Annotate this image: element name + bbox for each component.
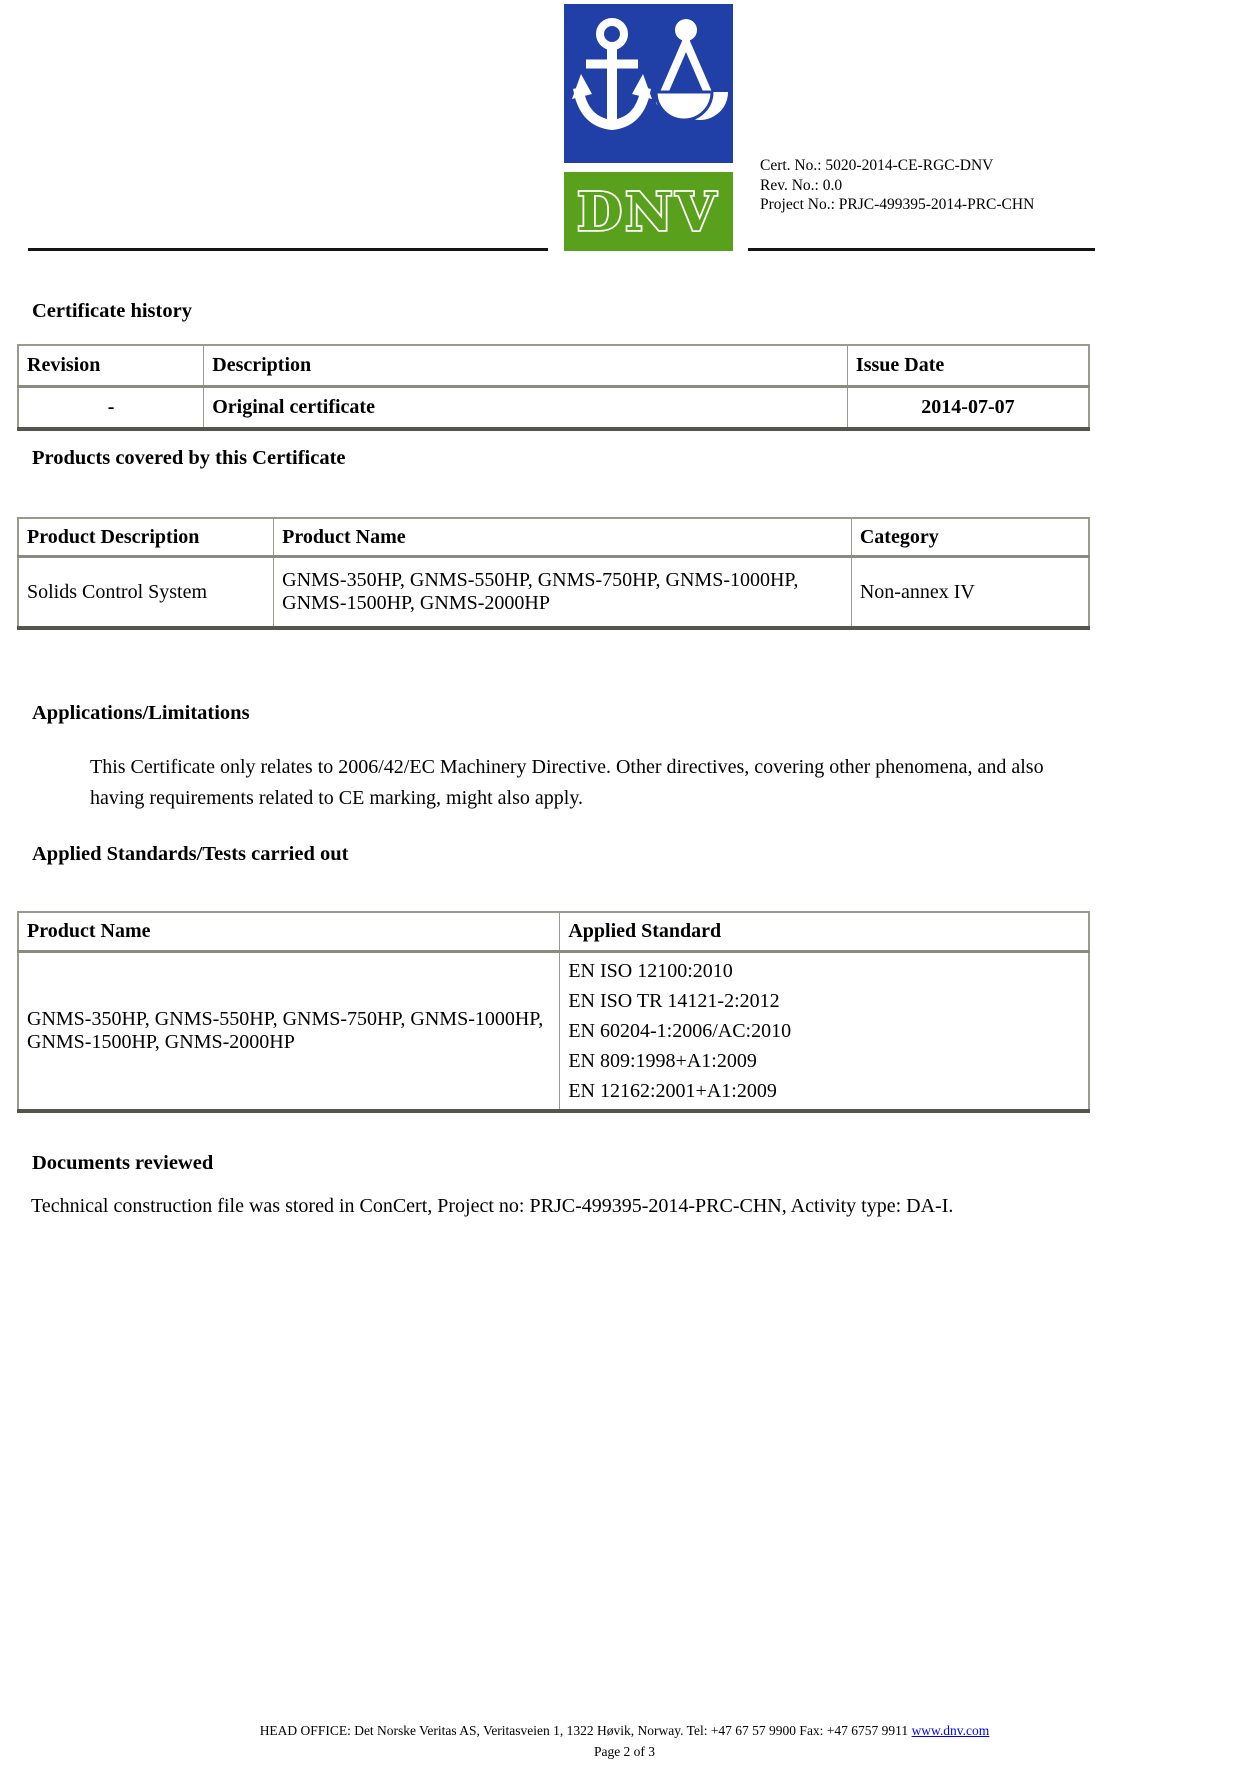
project-number: Project No.: PRJC-499395-2014-PRC-CHN <box>760 196 1035 213</box>
footer-office-text: HEAD OFFICE: Det Norske Veritas AS, Veritasveien 1, 1322 Høvik, Norway. Tel: +47 67 57 9900 Fax: +47 6757 9911 <box>259 1723 912 1738</box>
products-title: Products covered by this Certificate <box>32 447 346 469</box>
col-header-product-name: Product Name <box>274 518 852 557</box>
standard-item: EN ISO TR 14121-2:2012 <box>568 990 780 1012</box>
dnv-emblem-svg <box>564 4 733 163</box>
cell-category: Non-annex IV <box>851 557 1089 629</box>
dnv-wordmark-text: DNV <box>577 182 719 243</box>
cell-issue-date: 2014-07-07 <box>847 387 1089 430</box>
col-header-revision: Revision <box>18 345 204 387</box>
standard-item: EN ISO 12100:2010 <box>568 960 733 982</box>
col-header-issue-date: Issue Date <box>847 345 1089 387</box>
col-header-product-name: Product Name <box>18 912 560 952</box>
table-row <box>18 557 1089 629</box>
cell-product-name: GNMS-350HP, GNMS-550HP, GNMS-750HP, GNMS-1000HP, GNMS-1500HP, GNMS-2000HP <box>274 557 852 629</box>
anchor-icon <box>572 22 652 125</box>
documents-reviewed-title: Documents reviewed <box>32 1152 214 1174</box>
header-rule-left <box>28 248 548 251</box>
standards-table <box>17 911 1090 1113</box>
documents-reviewed-text: Technical construction file was stored in ConCert, Project no: PRJC-499395-2014-PRC-CHN, Activity type: DA-I. <box>31 1195 954 1217</box>
applications-text: This Certificate only relates to 2006/42/EC Machinery Directive. Other directives, covering other phenomena, and also having requirements related to CE marking, might also apply. <box>90 756 1044 809</box>
dnv-website-link[interactable]: www.dnv.com <box>911 1723 990 1738</box>
table-header-row <box>18 518 1089 557</box>
col-header-category: Category <box>851 518 1089 557</box>
footer-page-number: Page 2 of 3 <box>593 1744 656 1759</box>
dnv-wordmark-svg <box>564 172 733 251</box>
products-table <box>17 517 1090 630</box>
certificate-history-table <box>17 344 1090 431</box>
cell-description: Original certificate <box>204 387 848 430</box>
applications-title: Applications/Limitations <box>32 702 250 724</box>
table-row <box>18 387 1089 430</box>
scales-icon <box>656 19 728 120</box>
footer-office-line <box>0 1722 1249 1739</box>
col-header-description: Description <box>204 345 848 387</box>
col-header-applied-standard: Applied Standard <box>560 912 1089 952</box>
standard-item: EN 809:1998+A1:2009 <box>568 1050 757 1072</box>
table-row <box>18 952 1089 1112</box>
cell-product-description: Solids Control System <box>18 557 274 629</box>
header-rule-right <box>748 248 1095 251</box>
cell-product-name: GNMS-350HP, GNMS-550HP, GNMS-750HP, GNMS-1000HP, GNMS-1500HP, GNMS-2000HP <box>18 952 560 1112</box>
cert-number: Cert. No.: 5020-2014-CE-RGC-DNV <box>760 157 994 174</box>
col-header-product-description: Product Description <box>18 518 274 557</box>
cell-revision: - <box>18 387 204 430</box>
dnv-logo-emblem <box>564 4 733 163</box>
rev-number: Rev. No.: 0.0 <box>760 176 843 194</box>
standard-item: EN 12162:2001+A1:2009 <box>568 1080 777 1102</box>
table-header-row <box>18 912 1089 952</box>
standard-item: EN 60204-1:2006/AC:2010 <box>568 1020 792 1042</box>
dnv-logo-wordmark <box>564 172 733 251</box>
cell-applied-standards <box>560 952 1089 1112</box>
table-header-row <box>18 345 1089 387</box>
header-info-block <box>760 156 1034 215</box>
certificate-history-title: Certificate history <box>32 300 192 322</box>
standards-title: Applied Standards/Tests carried out <box>32 843 349 865</box>
